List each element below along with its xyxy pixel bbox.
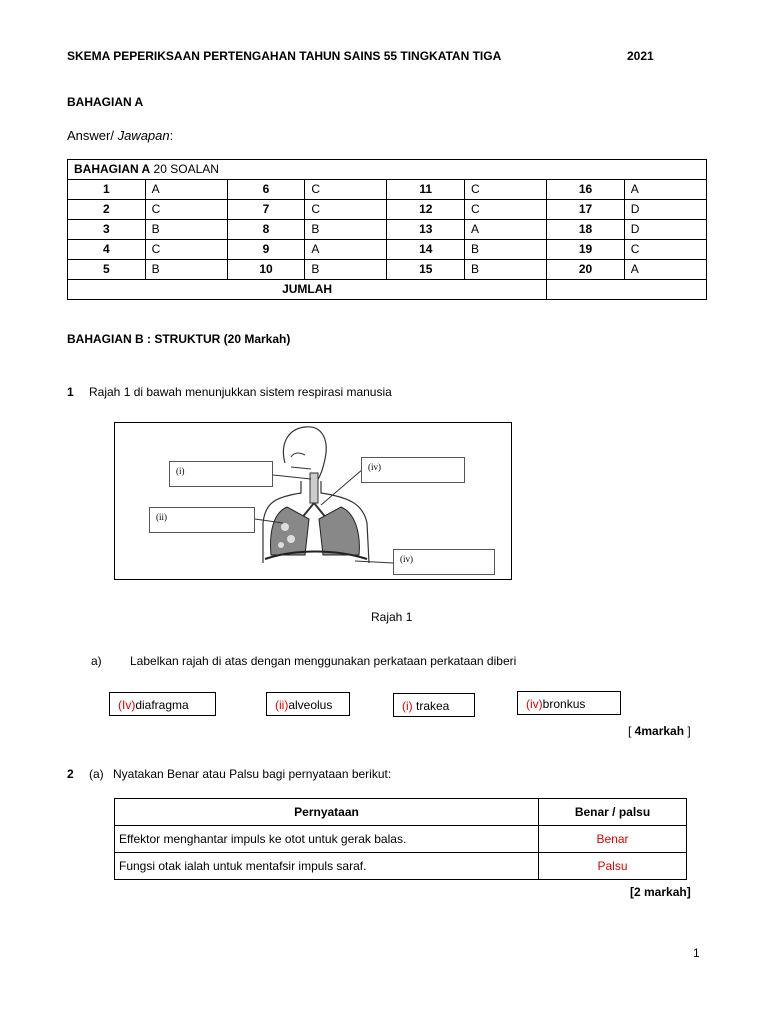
choice-tag: (Iv): [118, 698, 136, 712]
answer-cell: B: [465, 260, 547, 280]
answer-cell: C: [305, 180, 387, 200]
choice-box-alveolus: [266, 692, 350, 716]
answer-table: [67, 159, 707, 300]
question-number-cell: 4: [68, 240, 146, 260]
marks-close: ]: [684, 724, 691, 738]
choice-box-diafragma: [109, 692, 216, 716]
answer-cell: D: [624, 200, 706, 220]
question-number-cell: 7: [227, 200, 305, 220]
marks-bold: 4markah: [634, 724, 685, 738]
q1a-label: a): [91, 654, 102, 668]
answer-label-italic: Jawapan: [117, 128, 170, 143]
question-number-cell: 5: [68, 260, 146, 280]
answer-table-title-row: [68, 160, 707, 180]
diagram-label-ii: (ii): [149, 507, 255, 533]
question-number-cell: 6: [227, 180, 305, 200]
table-row: [115, 853, 687, 880]
q2-text: Nyatakan Benar atau Palsu bagi pernyataan berikut:: [113, 767, 392, 781]
diagram-label-iv-bottom: (iv): [393, 549, 495, 575]
question-number-cell: 19: [547, 240, 625, 260]
answer-cell: D: [624, 220, 706, 240]
question-number-cell: 12: [387, 200, 465, 220]
answer-label-colon: :: [169, 128, 174, 143]
table-title-bold: BAHAGIAN A: [74, 162, 151, 176]
choice-word: alveolus: [288, 698, 333, 712]
col-statement: Pernyataan: [115, 799, 539, 826]
question-number-cell: 11: [387, 180, 465, 200]
diagram-label-i: (i): [169, 461, 273, 487]
table-row: [68, 180, 707, 200]
question-number-cell: 14: [387, 240, 465, 260]
section-a-heading: BAHAGIAN A: [67, 95, 144, 109]
diagram-caption: Rajah 1: [371, 610, 413, 624]
statement-cell: Fungsi otak ialah untuk mentafsir impuls saraf.: [115, 853, 539, 880]
answer-cell: A: [145, 180, 227, 200]
answer-cell: B: [305, 220, 387, 240]
question-number-cell: 13: [387, 220, 465, 240]
document-year: 2021: [627, 49, 654, 63]
choice-word: trakea: [412, 699, 450, 713]
answer-cell: C: [624, 240, 706, 260]
question-number-cell: 9: [227, 240, 305, 260]
answer-cell: B: [145, 220, 227, 240]
answer-cell: C: [145, 200, 227, 220]
answer-cell: Palsu: [539, 853, 687, 880]
statement-table-header: [115, 799, 687, 826]
choice-tag: (iv): [526, 697, 543, 711]
answer-cell: C: [465, 200, 547, 220]
q1-text: Rajah 1 di bawah menunjukkan sistem respirasi manusia: [89, 385, 392, 399]
question-number-cell: 16: [547, 180, 625, 200]
question-number-cell: 17: [547, 200, 625, 220]
choice-box-bronkus: [517, 691, 621, 715]
choice-tag: (i): [402, 699, 413, 713]
question-number-cell: 8: [227, 220, 305, 240]
question-number-cell: 3: [68, 220, 146, 240]
marks-open: [: [628, 724, 635, 738]
q2-part: (a): [89, 767, 104, 781]
table-title-rest: 20 SOALAN: [150, 162, 219, 176]
q1-number: 1: [67, 385, 74, 399]
q2-number: 2: [67, 767, 74, 781]
question-number-cell: 2: [68, 200, 146, 220]
table-row: [68, 260, 707, 280]
choice-word: diafragma: [135, 698, 189, 712]
statement-cell: Effektor menghantar impuls ke otot untuk gerak balas.: [115, 826, 539, 853]
answer-cell: A: [624, 180, 706, 200]
diagram-label-iv-top: (iv): [361, 457, 465, 483]
answer-label: [67, 128, 173, 143]
choice-tag: (ii): [275, 698, 289, 712]
statement-table: [114, 798, 687, 880]
choice-box-trakea: [393, 693, 475, 717]
q1-marks: [628, 724, 691, 738]
question-number-cell: 15: [387, 260, 465, 280]
total-row: [68, 280, 707, 300]
question-number-cell: 20: [547, 260, 625, 280]
col-answer: Benar / palsu: [539, 799, 687, 826]
q1a-text: Labelkan rajah di atas dengan menggunakan perkataan perkataan diberi: [130, 654, 517, 668]
answer-cell: B: [465, 240, 547, 260]
question-number-cell: 1: [68, 180, 146, 200]
choice-word: bronkus: [542, 697, 586, 711]
table-row: [115, 826, 687, 853]
question-number-cell: 10: [227, 260, 305, 280]
section-b-heading: BAHAGIAN B : STRUKTUR (20 Markah): [67, 332, 291, 346]
answer-cell: B: [145, 260, 227, 280]
table-row: [68, 220, 707, 240]
answer-cell: C: [145, 240, 227, 260]
answer-cell: A: [465, 220, 547, 240]
table-row: [68, 200, 707, 220]
table-row: [68, 240, 707, 260]
answer-cell: C: [465, 180, 547, 200]
document-title: SKEMA PEPERIKSAAN PERTENGAHAN TAHUN SAINS 55 TINGKATAN TIGA: [67, 49, 502, 63]
answer-cell: A: [305, 240, 387, 260]
question-number-cell: 18: [547, 220, 625, 240]
answer-table-title: [68, 160, 707, 180]
page-number: 1: [693, 946, 700, 960]
answer-cell: C: [305, 200, 387, 220]
total-label: JUMLAH: [68, 280, 547, 300]
answer-label-text: Answer/: [67, 128, 118, 143]
answer-cell: B: [305, 260, 387, 280]
respiratory-diagram: [114, 422, 512, 580]
total-value: [547, 280, 707, 300]
answer-cell: Benar: [539, 826, 687, 853]
answer-cell: A: [624, 260, 706, 280]
q2-marks: [2 markah]: [630, 885, 691, 899]
